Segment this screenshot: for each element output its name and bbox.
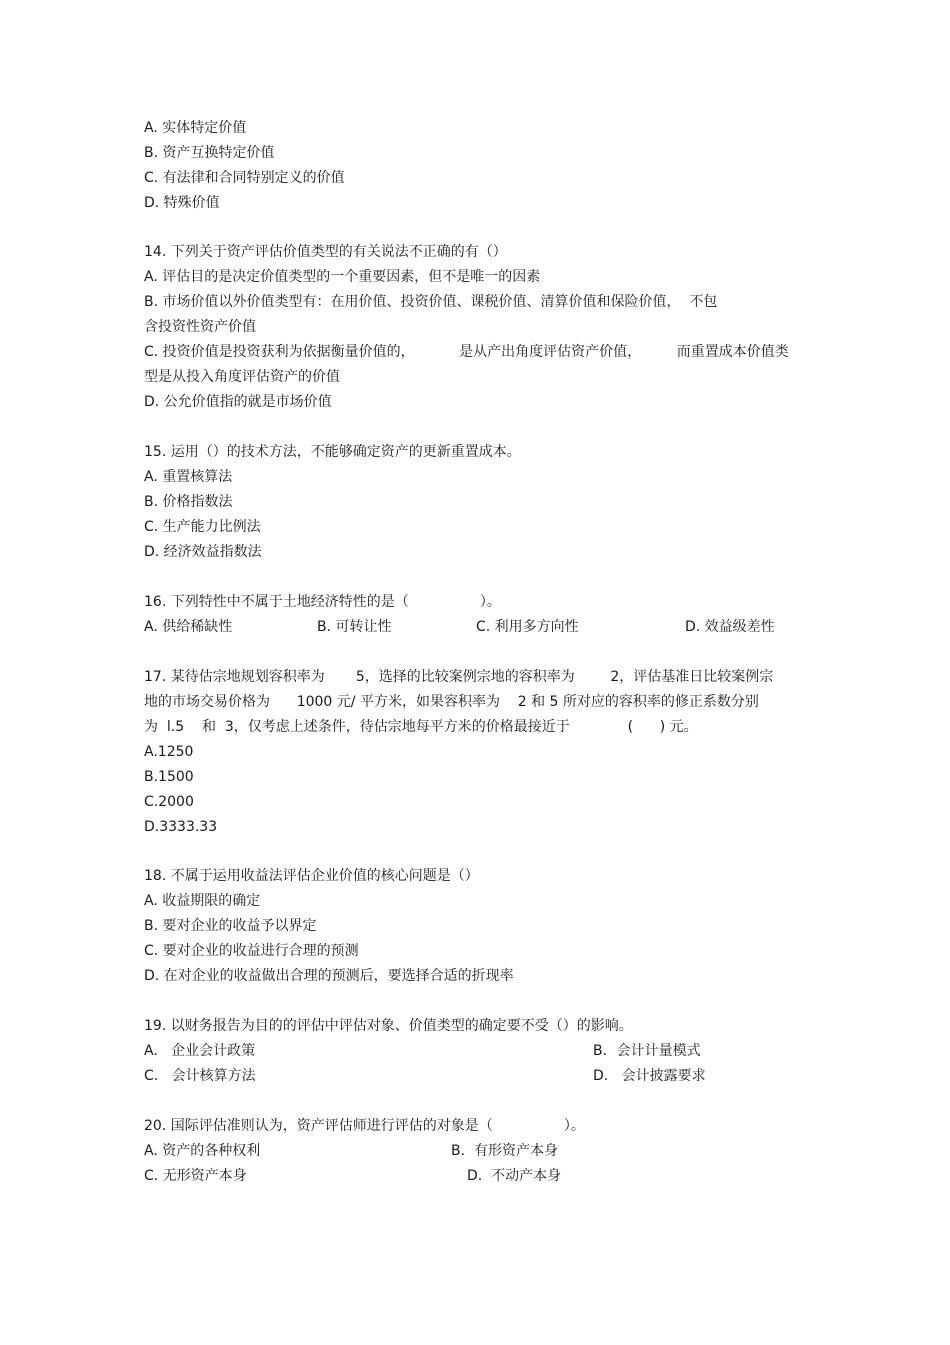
- question-stem-line-2: 地的市场交易价格为 1000 元/ 平方米，如果容积率为 2 和 5 所对应的容积率的修正系数分别: [144, 694, 759, 710]
- question-stem: 20. 国际评估准则认为，资产评估师进行评估的对象是（ ）。: [144, 1118, 585, 1134]
- option-b: B. 有形资产本身: [451, 1143, 558, 1159]
- option-c: C. 无形资产本身: [144, 1168, 247, 1184]
- option-d: D.3333.33: [144, 819, 218, 835]
- question-stem-line-1: 17. 某待估宗地规划容积率为 5，选择的比较案例宗地的容积率为 2，评估基准日比较案例宗: [144, 669, 774, 685]
- option-b: B. 可转让性: [317, 619, 392, 635]
- option-a: A. 收益期限的确定: [144, 893, 261, 909]
- option-b: B. 资产互换特定价值: [144, 145, 275, 161]
- option-b-line-1: B. 市场价值以外价值类型有：在用价值、投资价值、课税价值、清算价值和保险价值， 不包: [144, 294, 718, 310]
- option-a: A.1250: [144, 744, 194, 760]
- option-a: A. 重置核算法: [144, 469, 233, 485]
- question-stem-line-3: 为 l.5 和 3，仅考虑上述条件，待估宗地每平方米的价格最接近于 ( ) 元。: [144, 719, 698, 735]
- option-c: C. 会计核算方法: [144, 1068, 256, 1084]
- option-d: D. 特殊价值: [144, 195, 220, 211]
- option-c: C. 要对企业的收益进行合理的预测: [144, 943, 359, 959]
- option-b: B. 价格指数法: [144, 494, 233, 510]
- option-d: D. 不动产本身: [467, 1168, 562, 1184]
- option-a: A. 实体特定价值: [144, 120, 247, 136]
- question-stem: 19. 以财务报告为目的的评估中评估对象、价值类型的确定要不受（）的影响。: [144, 1018, 633, 1034]
- question-stem: 18. 不属于运用收益法评估企业价值的核心问题是（）: [144, 868, 479, 884]
- option-c: C. 有法律和合同特别定义的价值: [144, 170, 345, 186]
- option-d: D. 在对企业的收益做出合理的预测后，要选择合适的折现率: [144, 968, 514, 984]
- option-c: C. 利用多方向性: [476, 619, 579, 635]
- option-c: C.2000: [144, 794, 194, 810]
- option-d: D. 会计披露要求: [593, 1068, 706, 1084]
- option-b: B.1500: [144, 769, 194, 785]
- option-b: B．会计计量模式: [593, 1043, 701, 1059]
- question-stem: 15. 运用（）的技术方法，不能够确定资产的更新重置成本。: [144, 444, 521, 460]
- option-b: B. 要对企业的收益予以界定: [144, 918, 317, 934]
- option-a: A. 资产的各种权利: [144, 1143, 261, 1159]
- option-a: A. 供给稀缺性: [144, 619, 233, 635]
- option-d: D. 经济效益指数法: [144, 544, 262, 560]
- option-a: A. 评估目的是决定价值类型的一个重要因素，但不是唯一的因素: [144, 269, 541, 285]
- question-stem: 16. 下列特性中不属于土地经济特性的是（ ）。: [144, 594, 501, 610]
- option-b-line-2: 含投资性资产价值: [144, 319, 256, 335]
- option-a: A. 企业会计政策: [144, 1043, 256, 1059]
- option-d: D. 效益级差性: [685, 619, 775, 635]
- option-c-line-2: 型是从投入角度评估资产的价值: [144, 369, 340, 385]
- question-stem: 14. 下列关于资产评估价值类型的有关说法不正确的有（）: [144, 244, 507, 260]
- option-c: C. 生产能力比例法: [144, 519, 261, 535]
- option-d: D. 公允价值指的就是市场价值: [144, 394, 332, 410]
- option-c-line-1: C. 投资价值是投资获利为依据衡量价值的， 是从产出角度评估资产价值， 而重置成本价值类: [144, 344, 789, 360]
